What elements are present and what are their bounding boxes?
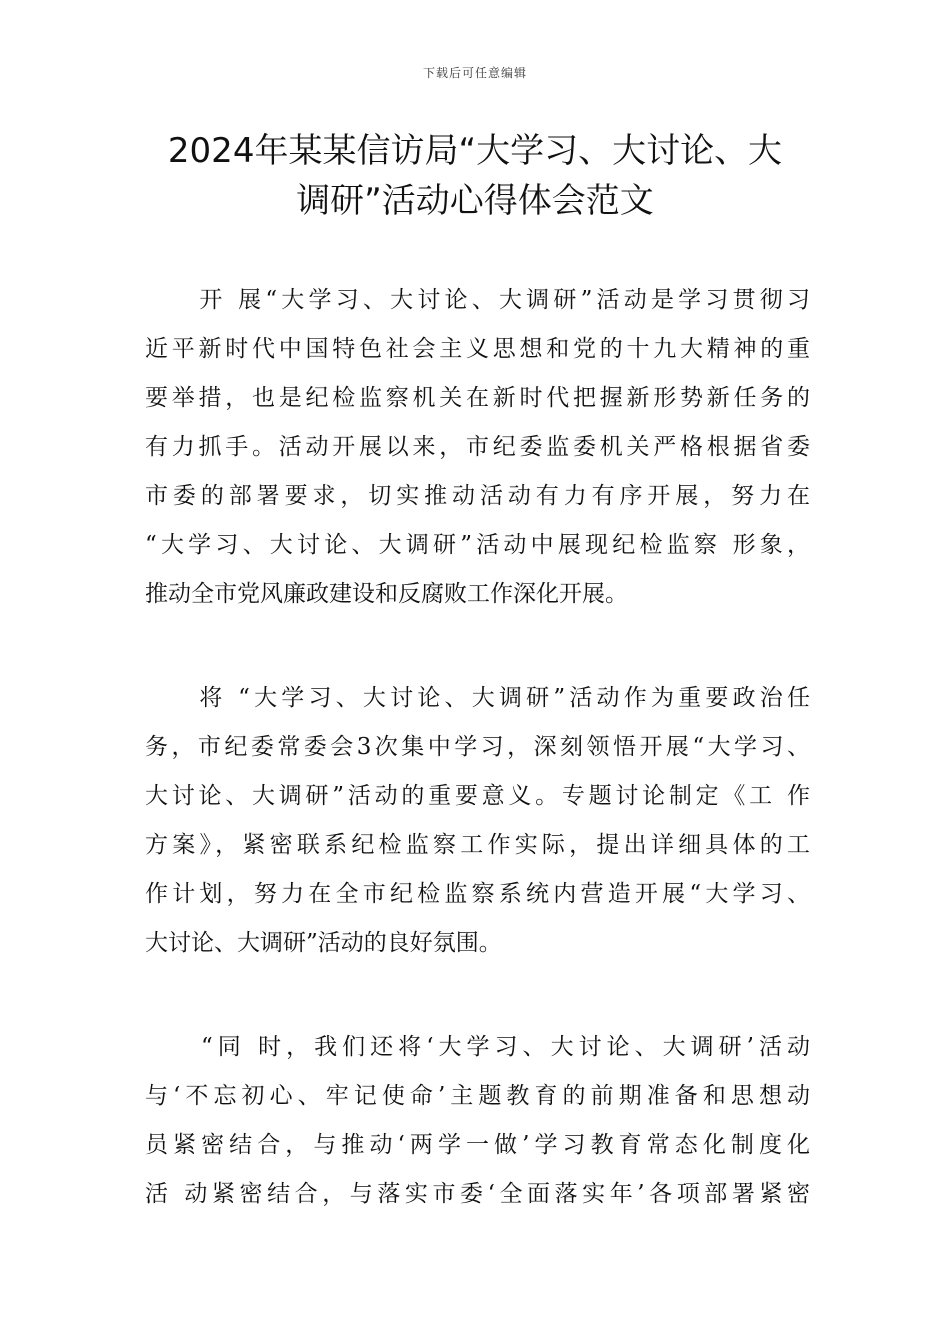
paragraph-1	[145, 276, 810, 619]
paragraph-line: 作计划，努力在全市纪检监察系统内营造开展“大学习、	[145, 881, 810, 907]
title-line: 2024年某某信访局“大学习、大讨论、大	[167, 131, 783, 171]
paragraph-line: “大学习、大讨论、大调研”活动中展现纪检监察 形象，	[145, 532, 810, 558]
paragraph-line: 活 动紧密结合，与落实市委‘全面落实年’各项部署紧密	[145, 1181, 810, 1207]
paragraph-line: 员紧密结合，与推动‘两学一做’学习教育常态化制度化	[145, 1132, 810, 1158]
paragraph-3	[145, 1023, 810, 1219]
paragraph-2	[145, 674, 810, 968]
paragraph-line: 方案》，紧密联系纪检监察工作实际，提出详细具体的工	[145, 832, 810, 858]
document-title	[140, 126, 810, 226]
paragraph-line: 有力抓手。活动开展以来，市纪委监委机关严格根据省委	[145, 434, 810, 460]
paragraph-line: 务，市纪委常委会3次集中学习，深刻领悟开展“大学习、	[145, 734, 810, 760]
paragraph-line: 市委的部署要求，切实推动活动有力有序开展，努力在	[145, 483, 810, 509]
paragraph-line: 近平新时代中国特色社会主义思想和党的十九大精神的重	[145, 336, 810, 362]
paragraph-line: 开 展“大学习、大讨论、大调研”活动是学习贯彻习	[145, 287, 810, 313]
header-note: 下载后可任意编辑	[422, 66, 527, 80]
paragraph-line: 将 “大学习、大讨论、大调研”活动作为重要政治任	[145, 685, 810, 711]
paragraph-line: 大讨论、大调研”活动的良好氛围。	[145, 930, 502, 956]
title-line: 调研”活动心得体会范文	[296, 181, 654, 221]
paragraph-line: “同 时，我们还将‘大学习、大讨论、大调研’活动	[145, 1034, 810, 1060]
paragraph-line: 大讨论、大调研”活动的重要意义。专题讨论制定《工 作	[145, 783, 810, 809]
paragraph-line: 推动全市党风廉政建设和反腐败工作深化开展。	[145, 581, 628, 607]
paragraph-line: 与‘不忘初心、牢记使命’主题教育的前期准备和思想动	[145, 1083, 810, 1109]
paragraph-line: 要举措，也是纪检监察机关在新时代把握新形势新任务的	[145, 385, 810, 411]
